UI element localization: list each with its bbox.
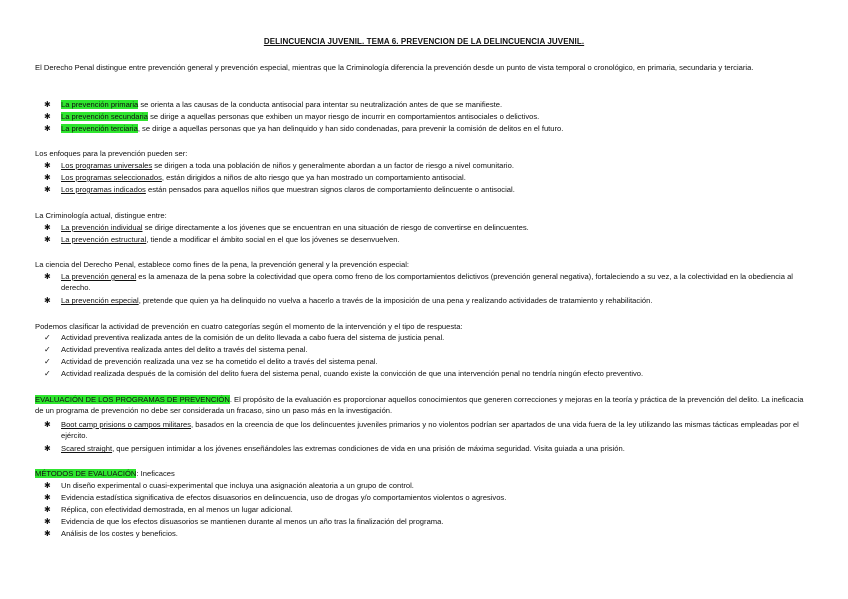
item-text: se orienta a las causas de la conducta antisocial para intentar su neutralización antes de que se manifieste. xyxy=(138,100,503,109)
bullet-icon: ✱ xyxy=(44,420,51,429)
list-item xyxy=(35,419,813,441)
document-title: DELINCUENCIA JUVENIL. TEMA 6. PREVENCION DE LA DELINCUENCIA JUVENIL. xyxy=(263,37,585,46)
underlined-term: La prevención especial xyxy=(61,296,139,306)
item-text: Actividad realizada después de la comisión del delito fuera del sistema penal, cuando existe la convicción de que una intervención penal no tendría ningún efecto preventivo. xyxy=(61,369,644,378)
list-item xyxy=(35,368,813,380)
enfoques-intro: Los enfoques para la prevención pueden ser: xyxy=(35,149,188,158)
item-text: se dirigen a toda una población de niños y generalmente abordan a un factor de riesgo a nivel comunitario. xyxy=(152,161,514,170)
bullet-icon: ✱ xyxy=(44,124,51,133)
list-item xyxy=(35,480,813,492)
item-text: , se dirige a aquellas personas que ya han delinquido y han sido condenadas, para prevenir la comisión de delitos en el futuro. xyxy=(137,124,564,133)
underlined-term: Scared straight xyxy=(61,444,113,454)
list-item xyxy=(35,528,813,540)
derecho-penal-list xyxy=(35,271,813,307)
list-item xyxy=(35,516,813,528)
list-item xyxy=(35,184,813,196)
item-text: , están dirigidos a niños de alto riesgo que ya han mostrado un comportamiento antisocial. xyxy=(161,173,466,182)
criminologia-list xyxy=(35,222,813,246)
evaluacion-paragraph xyxy=(35,394,813,416)
list-item xyxy=(35,271,813,293)
bullet-icon: ✱ xyxy=(44,444,51,454)
check-icon: ✓ xyxy=(44,345,51,354)
list-item xyxy=(35,99,813,111)
enfoques-list xyxy=(35,160,813,196)
bullet-icon: ✱ xyxy=(44,296,51,306)
derecho-penal-intro: La ciencia del Derecho Penal, establece como fines de la pena, la prevención general y la prevención especial: xyxy=(35,260,410,269)
item-text: , tiende a modificar el ámbito social en el que los jóvenes se desenvuelven. xyxy=(146,235,400,244)
bullet-icon: ✱ xyxy=(44,112,51,121)
bullet-icon: ✱ xyxy=(44,517,51,526)
bullet-icon: ✱ xyxy=(44,223,51,232)
bullet-icon: ✱ xyxy=(44,272,51,281)
highlighted-term: La prevención terciaria xyxy=(61,124,138,133)
intro-paragraph: El Derecho Penal distingue entre prevención general y prevención especial, mientras que la Criminología diferencia la prevención desde un punto de vista temporal o cronológico, en primaria, secundaria y terciaria. xyxy=(35,63,754,72)
item-text: es la amenaza de la pena sobre la colectividad que opera como freno de los comportamientos delictivos (prevención general negativa), fortaleciendo a su vez, a la colectividad en la obediencia al derecho. xyxy=(61,272,793,293)
item-text: Evidencia de que los efectos disuasorios se mantienen durante al menos un año tras la finalización del programa. xyxy=(61,517,444,526)
check-icon: ✓ xyxy=(44,369,51,378)
bullet-icon: ✱ xyxy=(44,481,51,490)
bullet-icon: ✱ xyxy=(44,493,51,502)
item-text: Análisis de los costes y beneficios. xyxy=(61,529,178,538)
bullet-icon: ✱ xyxy=(44,185,51,194)
underlined-term: La prevención general xyxy=(61,272,137,281)
list-item xyxy=(35,295,813,307)
section-heading-highlight: MÉTODOS DE EVALUACIÓN xyxy=(35,469,137,478)
item-text: se dirige directamente a los jóvenes que se encuentran en una situación de riesgo de convertirse en delincuentes. xyxy=(142,223,529,232)
underlined-term: La prevención individual xyxy=(61,223,143,232)
item-text: , pretende que quien ya ha delinquido no vuelva a hacerlo a través de la imposición de una pena y realizando actividades de tratamiento y rehabilitación. xyxy=(138,296,653,306)
item-text: Evidencia estadística significativa de efectos disuasorios en delincuencia, uso de drogas y/o comportamientos violentos o agresivos. xyxy=(61,493,507,502)
bullet-icon: ✱ xyxy=(44,235,51,244)
bullet-icon: ✱ xyxy=(44,529,51,538)
section-heading-highlight: EVALUACIÓN DE LOS PROGRAMAS DE PREVENCIÓN xyxy=(35,395,230,404)
check-icon: ✓ xyxy=(44,357,51,366)
list-item xyxy=(35,123,813,135)
list-item xyxy=(35,172,813,184)
bullet-icon: ✱ xyxy=(44,173,51,182)
metodos-list xyxy=(35,480,813,540)
underlined-term: La prevención estructural xyxy=(61,235,147,244)
item-text: Actividad de prevención realizada una vez se ha cometido el delito a través del sistema penal. xyxy=(61,357,378,366)
actividad-intro: Podemos clasificar la actividad de prevención en cuatro categorías según el momento de la intervención y el tipo de respuesta: xyxy=(35,322,463,331)
list-item xyxy=(35,356,813,368)
check-icon: ✓ xyxy=(44,333,51,342)
underlined-term: Los programas seleccionados xyxy=(61,173,162,182)
list-item xyxy=(35,344,813,356)
metodos-heading-line xyxy=(35,468,813,479)
highlighted-term: La prevención primaria xyxy=(61,100,139,109)
evaluacion-list xyxy=(35,419,813,455)
bullet-icon: ✱ xyxy=(44,100,51,109)
list-item xyxy=(35,332,813,344)
underlined-term: Boot camp prisions o campos militares xyxy=(61,420,191,429)
item-text: Actividad preventiva realizada antes de la comisión de un delito llevada a cabo fuera del sistema de justicia penal. xyxy=(61,333,445,342)
item-text: se dirige a aquellas personas que exhiben un mayor riesgo de incurrir en comportamientos antisociales o delictivos. xyxy=(147,112,540,121)
bullet-icon: ✱ xyxy=(44,161,51,170)
list-item xyxy=(35,111,813,123)
list-item xyxy=(35,443,813,455)
item-text: están pensados para aquellos niños que muestran signos claros de comportamiento delincuente o antisocial. xyxy=(145,185,515,194)
item-text: Actividad preventiva realizada antes del delito a través del sistema penal. xyxy=(61,345,308,354)
item-text: Réplica, con efectividad demostrada, en al menos un lugar adicional. xyxy=(61,505,293,514)
highlighted-term: La prevención secundaria xyxy=(61,112,148,121)
list-item xyxy=(35,492,813,504)
underlined-term: Los programas universales xyxy=(61,161,153,170)
item-text: Un diseño experimental o cuasi-experimental que incluya una asignación aleatoria a un grupo de control. xyxy=(61,481,414,490)
actividad-list xyxy=(35,332,813,380)
list-item xyxy=(35,222,813,234)
item-text: , basados en la creencia de que los delincuentes juveniles primarios y no violentos podrían ser apartados de una vida fuera de la ley utilizando las mismas tácticas empleadas por el ejército. xyxy=(61,420,799,441)
prevention-types-list xyxy=(35,99,813,135)
criminologia-intro: La Criminología actual, distingue entre: xyxy=(35,211,167,220)
list-item xyxy=(35,504,813,516)
list-item xyxy=(35,160,813,172)
list-item xyxy=(35,234,813,246)
underlined-term: Los programas indicados xyxy=(61,185,146,194)
bullet-icon: ✱ xyxy=(44,505,51,514)
paragraph-text: . El propósito de la evaluación es proporcionar aquellos conocimientos que generen correcciones y mejoras en la teoría y práctica de la prevención del delito. La ineficacia de un programa de prevención no debe ser considerada un fracaso, sino un paso más en la investigación. xyxy=(35,395,804,416)
heading-suffix: : Ineficaces xyxy=(136,469,175,478)
item-text: , que persiguen intimidar a los jóvenes enseñándoles las extremas condiciones de vida en una prisión de máxima seguridad. Visita guiada a una prisión. xyxy=(112,444,625,454)
